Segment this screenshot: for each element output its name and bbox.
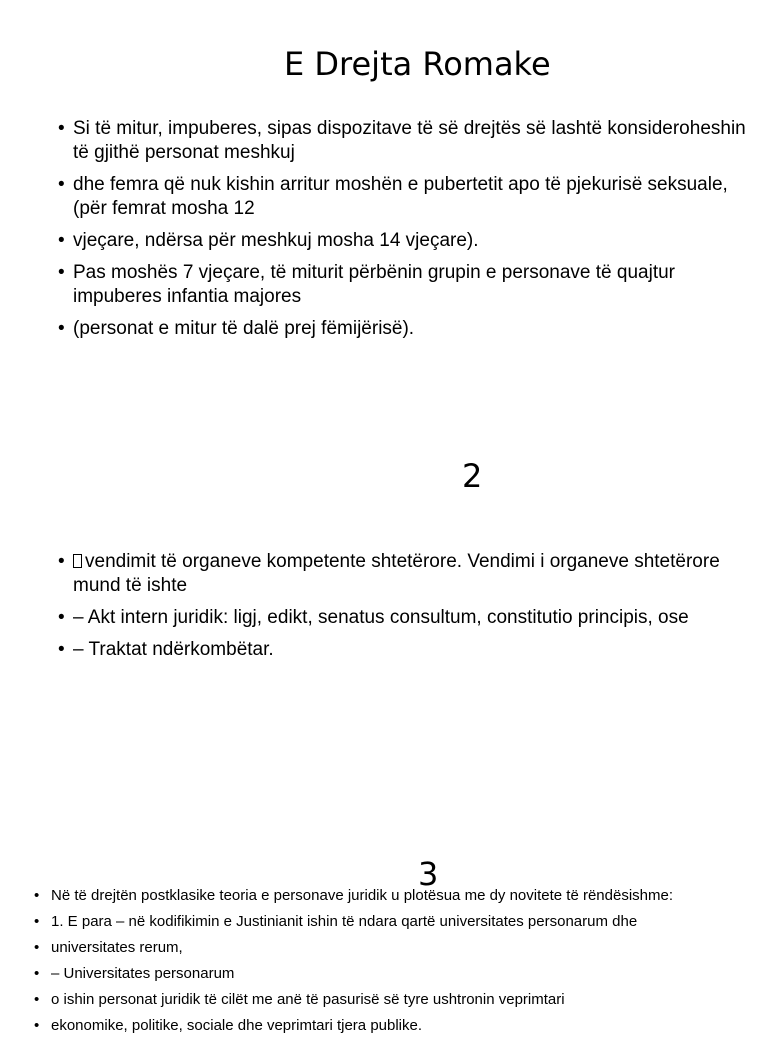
bullet-item: • o ishin personat juridik të cilët me anë të pasurisë së tyre ushtronin veprimtari [34,990,764,1009]
slide-number-title: 2 [462,457,483,495]
bullet-item: • ekonomike, politike, sociale dhe veprimtari tjera publike. [34,1016,764,1035]
bullet-item: • 1. E para – në kodifikimin e Justinianit ishin të ndara qartë universitates personarum dhe [34,912,764,931]
bullet-list [58,550,748,670]
bullet-item: • Si të mitur, impuberes, sipas dispozitave të së drejtës së lashtë konsideroheshin të gjithë personat meshkuj [58,117,748,165]
bullet-item: • (personat e mitur të dalë prej fëmijërisë). [58,317,748,341]
bullet-item: • Pas moshës 7 vjeçare, të miturit përbënin grupin e personave të quajtur impuberes infantia majores [58,261,748,309]
bullet-item [58,550,748,598]
bullet-list [58,117,748,349]
bullet-item: • Në të drejtën postklasike teoria e personave juridik u plotësua me dy novitete të rëndësishme: [34,886,764,905]
bullet-item: • dhe femra që nuk kishin arritur moshën e pubertetit apo të pjekurisë seksuale, (për femrat mosha 12 [58,173,748,221]
slide-number-title: 3 [418,855,439,893]
bullet-item: • universitates rerum, [34,938,764,957]
slide-2 [0,390,768,840]
slide-1 [0,0,768,390]
bullet-list [34,886,764,1042]
bullet-item: • – Universitates personarum [34,964,764,983]
bullet-text: vendimit të organeve kompetente shtetërore. Vendimi i organeve shtetërore mund të ishte [73,551,720,596]
bullet-item: • – Traktat ndërkombëtar. [58,638,748,662]
bullet-item: • vjeçare, ndërsa për meshkuj mosha 14 vjeçare). [58,229,748,253]
bullet-item: • – Akt intern juridik: ligj, edikt, senatus consultum, constitutio principis, ose [58,606,748,630]
slide-title: E Drejta Romake [284,45,551,83]
missing-glyph-icon [73,554,82,568]
slide-3 [0,840,768,1034]
